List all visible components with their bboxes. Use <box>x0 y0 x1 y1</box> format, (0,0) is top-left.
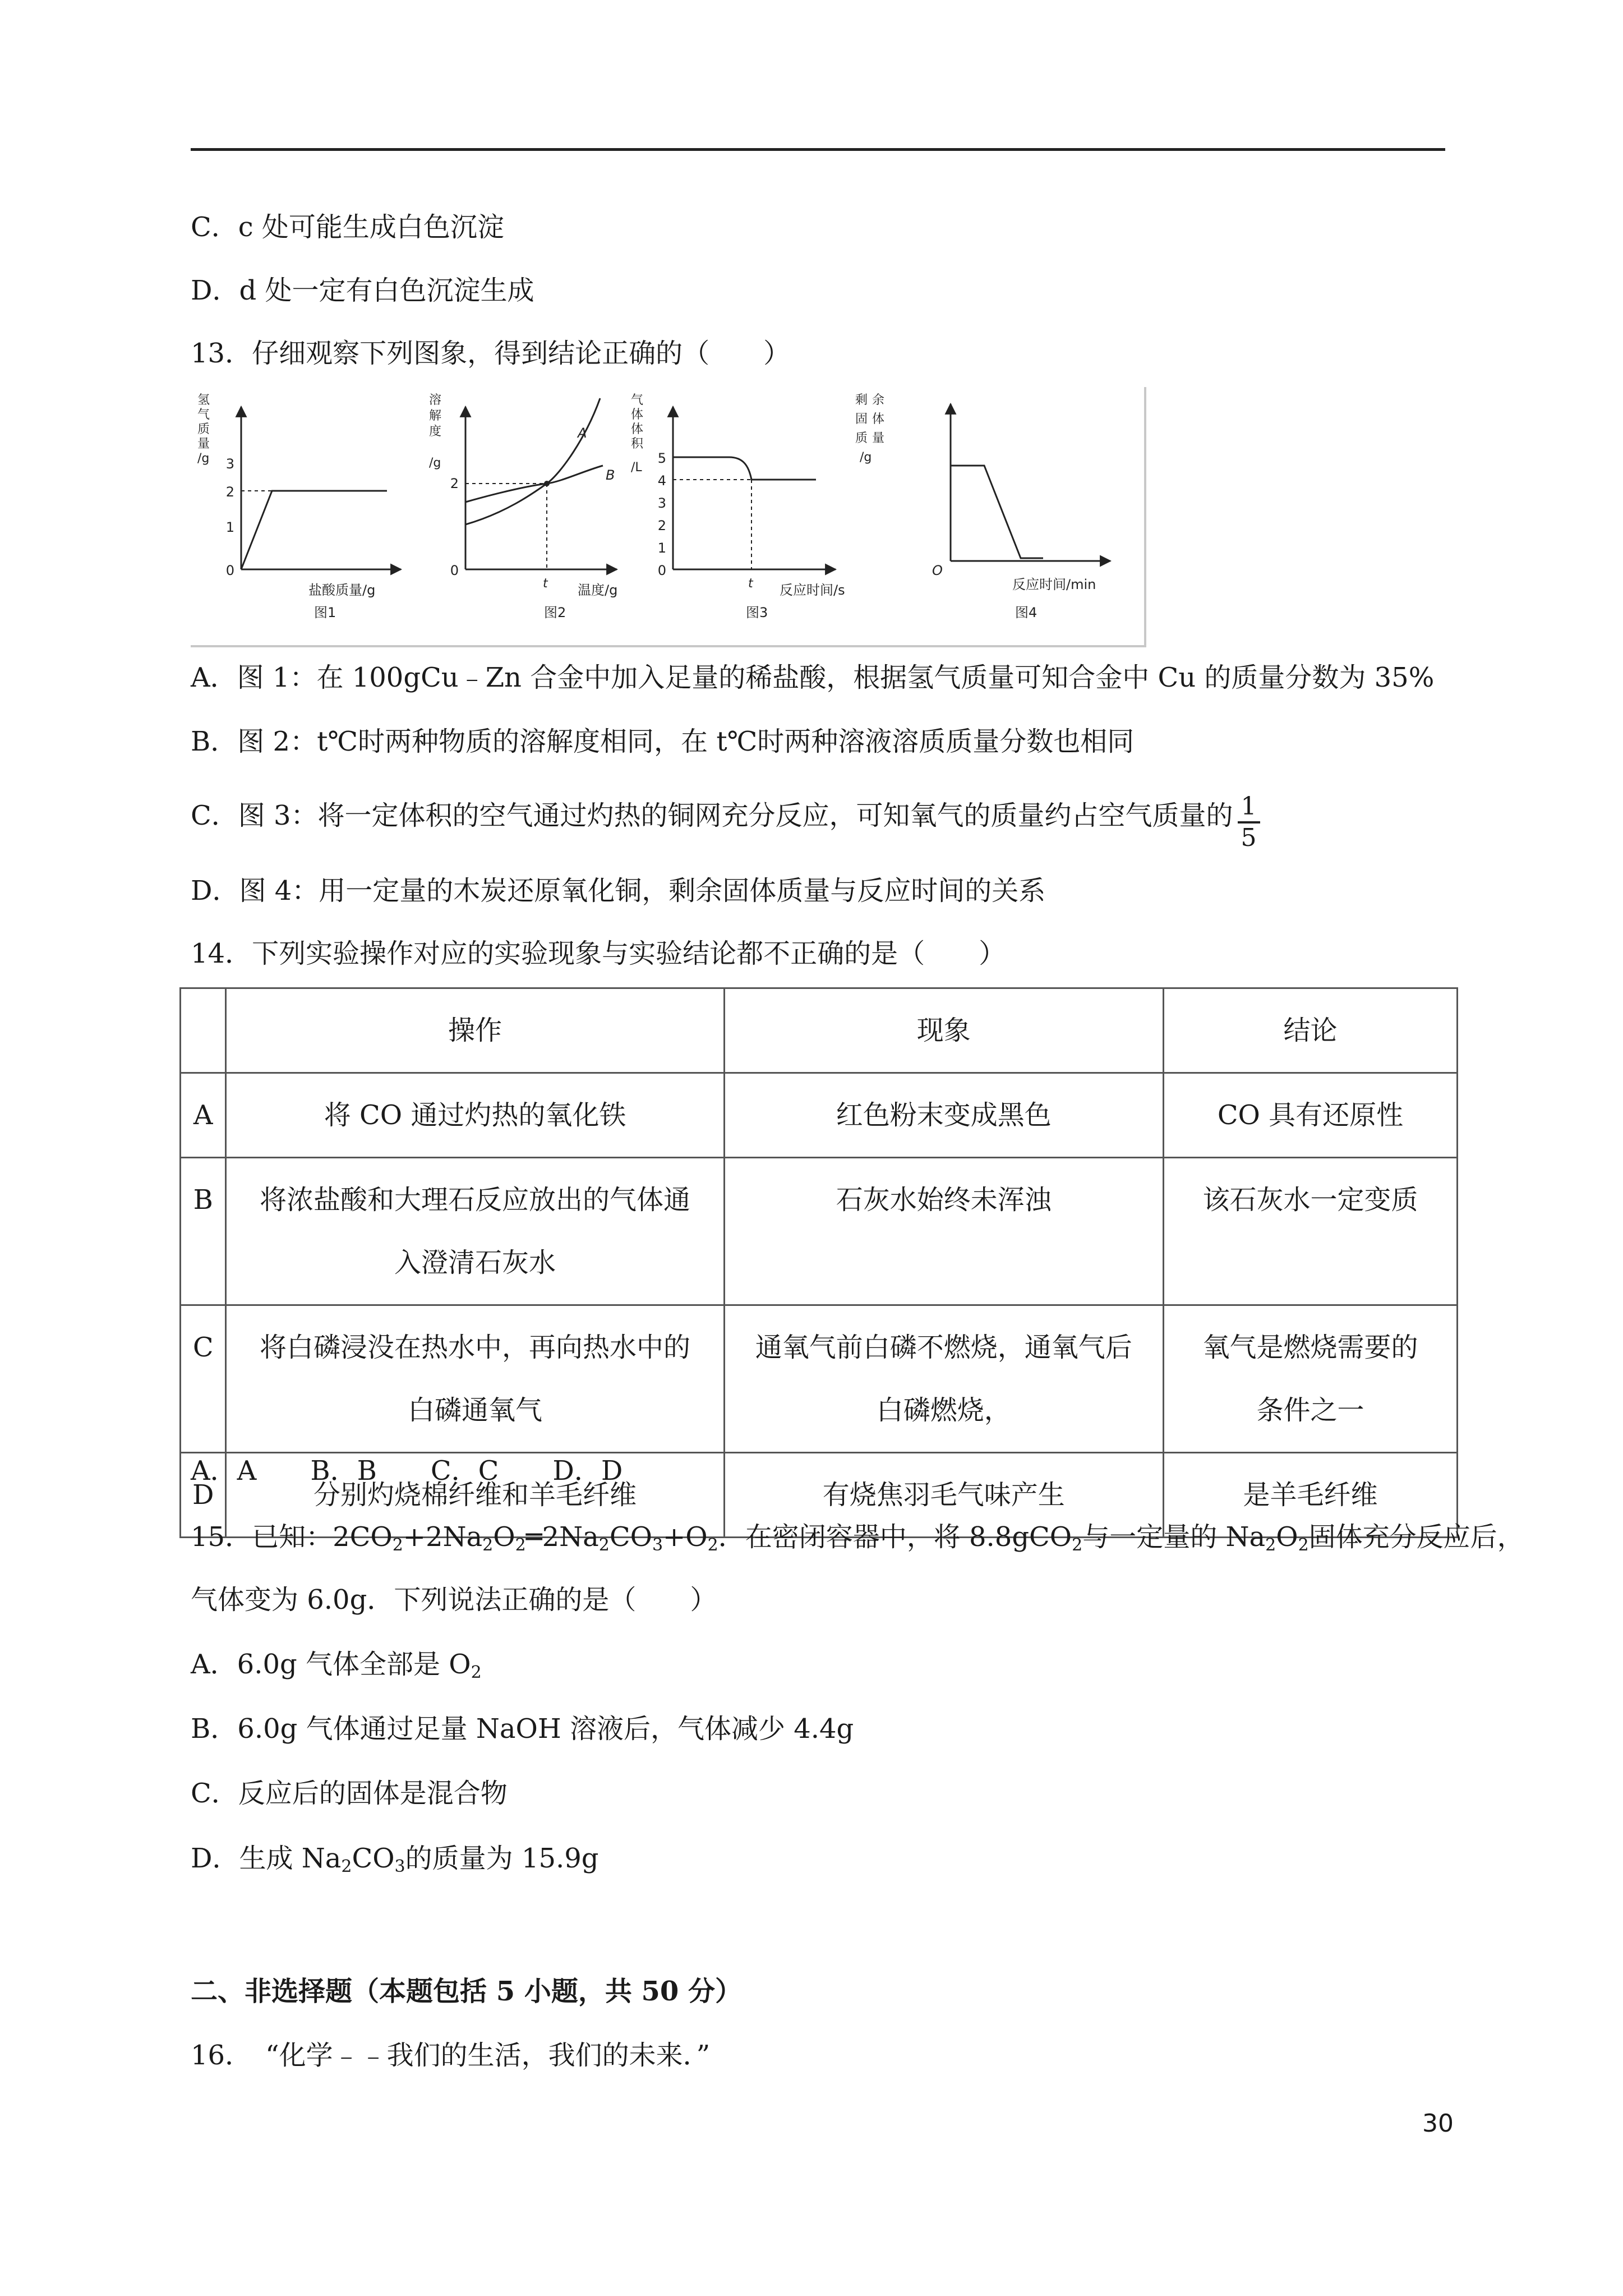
graph-2-curve-a <box>465 398 600 524</box>
table-row <box>181 1305 1458 1453</box>
graph-4-caption: 图4 <box>1015 605 1038 620</box>
svg-text:0: 0 <box>450 563 459 578</box>
svg-text:0: 0 <box>225 563 234 578</box>
table-header-cell: 操作 <box>226 988 724 1073</box>
q16-stem: 16． “化学﹣﹣我们的生活，我们的未来．” <box>191 2040 711 2071</box>
svg-text:积: 积 <box>631 437 644 451</box>
svg-text:溶: 溶 <box>429 393 442 407</box>
q13-option-c: C．图 3：将一定体积的空气通过灼热的铜网充分反应，可知氧气的质量约占空气质量的 $\frac{1}{5}$ <box>191 792 1260 853</box>
graph-2-yticks <box>450 476 459 578</box>
conclusion-cell: 氧气是燃烧需要的 条件之一 <box>1164 1305 1458 1453</box>
conclusion-cell: 是羊毛纤维 <box>1164 1453 1458 1538</box>
svg-text:氢: 氢 <box>197 393 210 407</box>
graph-3-yticks <box>658 450 666 578</box>
q15-stem-line1: 15．已知：$2CO_2+2Na_2O_2═2Na_2CO_3+O_2$．在密闭容器中，将 8.8gCO$_2$与一定量的 $Na_2O_2$固体充分反应后， <box>191 1521 1524 1555</box>
svg-text:1: 1 <box>225 519 234 535</box>
svg-text:2: 2 <box>450 476 459 491</box>
svg-text:/g: /g <box>860 450 872 464</box>
table-header-cell: 结论 <box>1164 988 1458 1073</box>
operation-cell: 将浓盐酸和大理石反应放出的气体通 入澄清石灰水 <box>226 1158 724 1305</box>
svg-text:3: 3 <box>225 456 234 472</box>
graph-4-ylabel <box>855 393 884 464</box>
graph-3-caption: 图3 <box>746 605 768 620</box>
graph-2-ylabel <box>429 393 441 470</box>
svg-text:2: 2 <box>225 484 234 500</box>
svg-text:3: 3 <box>657 495 666 511</box>
svg-text:量: 量 <box>197 437 210 451</box>
svg-text:/L: /L <box>631 461 642 475</box>
phenomenon-cell: 通氧气前白磷不燃烧，通氧气后 白磷燃烧， <box>724 1305 1163 1453</box>
graph-2-label-b: B <box>606 467 615 483</box>
svg-text:2: 2 <box>657 518 666 533</box>
phenomenon-cell: 红色粉末变成黑色 <box>724 1073 1163 1158</box>
svg-text:5: 5 <box>657 450 666 466</box>
q15-option-b: B．6.0g 气体通过足量 NaOH 溶液后，气体减少 4.4g <box>191 1713 854 1745</box>
svg-text:剩: 剩 <box>855 393 868 407</box>
q15-option-c: C．反应后的固体是混合物 <box>191 1778 508 1809</box>
svg-text:量: 量 <box>872 431 885 445</box>
table-header-row <box>181 988 1458 1073</box>
q13-figure <box>191 387 1146 647</box>
graph-1-yticks <box>226 456 234 578</box>
svg-text:4: 4 <box>657 473 666 489</box>
q14-answer-choices: A．A B．B C．C D．D <box>191 1455 623 1487</box>
graph-4 <box>855 393 1110 620</box>
graph-4-curve <box>951 466 1043 558</box>
table-row <box>181 1073 1458 1158</box>
table-row <box>181 1158 1458 1305</box>
q13-stem: 13．仔细观察下列图象，得到结论正确的（ ） <box>191 338 791 369</box>
operation-cell: 将白磷浸没在热水中，再向热水中的 白磷通氧气 <box>226 1305 724 1453</box>
graph-4-origin: O <box>932 563 943 578</box>
graph-3 <box>631 393 845 620</box>
q15-option-d: D．生成 $Na_2CO_3$的质量为 15.9g <box>191 1843 599 1876</box>
row-label: A <box>181 1073 226 1158</box>
fraction-one-fifth: $\frac{1}{5}$ <box>1238 792 1260 853</box>
graph-1 <box>197 393 401 620</box>
graph-2-intersection <box>544 481 550 486</box>
graph-2 <box>429 393 617 620</box>
graph-1-ylabel <box>197 393 210 466</box>
q15-option-a: A．6.0g 气体全部是 $O_2$ <box>191 1649 482 1682</box>
svg-text:度: 度 <box>429 425 442 439</box>
page-number: 30 <box>1422 2109 1454 2138</box>
graph-4-xlabel: 反应时间/min <box>1012 577 1096 592</box>
row-label: C <box>181 1305 226 1453</box>
phenomenon-cell: 有烧焦羽毛气味产生 <box>724 1453 1163 1538</box>
graph-3-xlabel: 反应时间/s <box>780 582 845 598</box>
q13-option-a: A．图 1：在 100gCu﹣Zn 合金中加入足量的稀盐酸，根据氢气质量可知合金中 Cu 的质量分数为 35% <box>191 662 1435 693</box>
table-header-cell <box>181 988 226 1073</box>
graph-1-caption: 图1 <box>314 605 336 620</box>
graph-2-caption: 图2 <box>544 605 566 620</box>
operation-cell: 分别灼烧棉纤维和羊毛纤维 <box>226 1453 724 1538</box>
svg-text:体: 体 <box>872 412 885 426</box>
q13-graphs <box>191 387 1144 645</box>
operation-cell: 将 CO 通过灼热的氧化铁 <box>226 1073 724 1158</box>
svg-text:/g: /g <box>197 452 210 466</box>
conclusion-cell: 该石灰水一定变质 <box>1164 1158 1458 1305</box>
graph-1-xlabel: 盐酸质量/g <box>308 582 376 598</box>
svg-text:气: 气 <box>197 408 210 422</box>
svg-text:体: 体 <box>631 408 644 422</box>
svg-text:解: 解 <box>429 409 442 423</box>
q15-stem-line2: 气体变为 6.0g．下列说法正确的是（ ） <box>191 1584 717 1616</box>
svg-text:质: 质 <box>197 422 210 436</box>
graph-3-curve <box>673 457 816 480</box>
row-label: D <box>181 1453 226 1538</box>
svg-text:1: 1 <box>657 540 666 556</box>
conclusion-cell: CO 具有还原性 <box>1164 1073 1458 1158</box>
svg-text:气: 气 <box>631 393 644 407</box>
q13-option-d: D．图 4：用一定量的木炭还原氧化铜，剩余固体质量与反应时间的关系 <box>191 875 1046 907</box>
svg-text:体: 体 <box>631 422 644 436</box>
q12-option-d: D．d 处一定有白色沉淀生成 <box>191 275 534 306</box>
q12-option-c: C．c 处可能生成白色沉淀 <box>191 211 504 243</box>
row-label: B <box>181 1158 226 1305</box>
header-rule <box>191 148 1445 151</box>
graph-2-label-a: A <box>578 425 587 441</box>
graph-3-xtick-t: t <box>748 577 753 591</box>
graph-2-xtick-t: t <box>543 577 548 591</box>
q14-stem: 14．下列实验操作对应的实验现象与实验结论都不正确的是（ ） <box>191 938 1006 969</box>
phenomenon-cell: 石灰水始终未浑浊 <box>724 1158 1163 1305</box>
graph-3-ylabel <box>631 393 644 475</box>
svg-text:0: 0 <box>657 563 666 578</box>
section-heading: 二、非选择题（本题包括 5 小题，共 50 分） <box>191 1976 743 2007</box>
graph-2-xlabel: 温度/g <box>578 582 618 598</box>
table-header-cell: 现象 <box>724 988 1163 1073</box>
graph-1-curve <box>241 491 387 569</box>
svg-text:/g: /g <box>429 456 441 470</box>
q13-option-b: B．图 2：t℃时两种物质的溶解度相同，在 t℃时两种溶液溶质质量分数也相同 <box>191 726 1135 757</box>
svg-text:质: 质 <box>855 431 868 445</box>
svg-text:余: 余 <box>872 393 885 407</box>
svg-text:固: 固 <box>855 412 868 426</box>
